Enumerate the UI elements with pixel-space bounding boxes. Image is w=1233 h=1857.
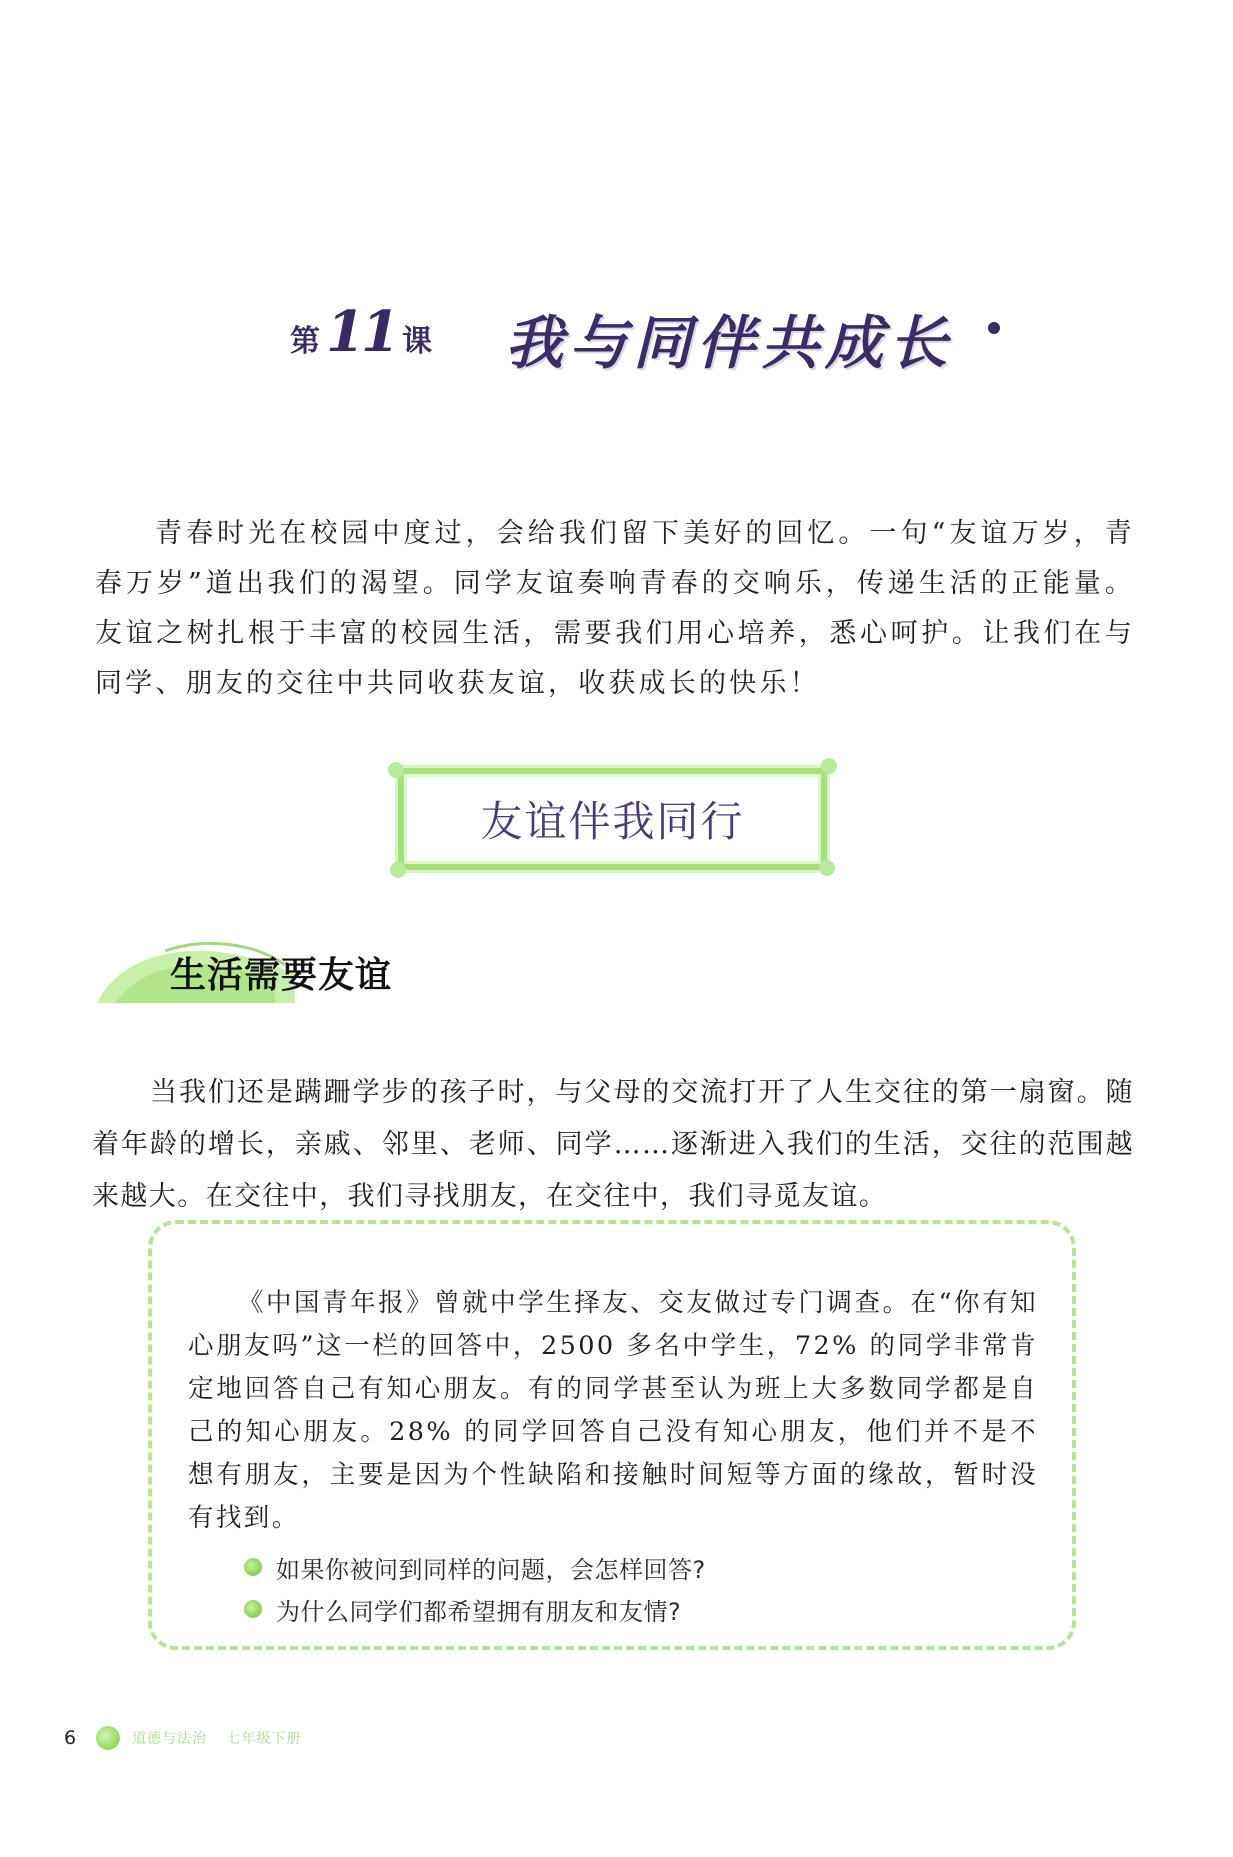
lesson-title: 我与同伴共成长: [505, 309, 954, 377]
section-title: 友谊伴我同行: [480, 797, 745, 846]
lesson-header: [0, 290, 1233, 377]
green-dot-icon: [96, 1726, 120, 1750]
body-paragraph: 当我们还是蹒跚学步的孩子时，与父母的交流打开了人生交往的第一扇窗。随着年龄的增长，亲戚、邻里、老师、同学……逐渐进入我们的生活，交往的范围越来越大。在交往中，我们寻找朋友，在交往中，我们寻觅友谊。: [92, 1077, 1134, 1212]
footer-book-info: [132, 1728, 315, 1748]
question-list: [244, 1546, 1024, 1630]
question-item: [244, 1588, 1024, 1630]
subsection-heading: [95, 935, 425, 1005]
green-bullet-icon: [244, 1600, 262, 1618]
question-text: 为什么同学们都希望拥有朋友和友情?: [276, 1597, 682, 1626]
lesson-number: 11: [326, 299, 396, 365]
section-banner: [390, 760, 835, 878]
title-dot-decoration: [988, 322, 1000, 334]
lesson-label-suffix: 课: [401, 324, 432, 359]
survey-text: 《中国青年报》曾就中学生择友、交友做过专门调查。在“你有知心朋友吗”这一栏的回答中，2500 多名中学生，72% 的同学非常肯定地回答自己有知心朋友。有的同学甚至认为班上大多数同学都是自己的知心朋友。28% 的同学回答自己没有知心朋友，他们并不是不想有朋友，主要是因为个性缺陷和接触时间短等方面的缘故，暂时没有找到。: [188, 1287, 1038, 1533]
green-bullet-icon: [244, 1558, 262, 1576]
intro-paragraph: 青春时光在校园中度过，会给我们留下美好的回忆。一句“友谊万岁，青春万岁”道出我们的渴望。同学友谊奏响青春的交响乐，传递生活的正能量。友谊之树扎根于丰富的校园生活，需要我们用心培养，悉心呵护。让我们在与同学、朋友的交往中共同收获友谊，收获成长的快乐！: [95, 518, 1135, 699]
page-footer: [64, 1723, 315, 1753]
subsection-title: 生活需要友谊: [170, 955, 393, 996]
question-text: 如果你被问到同样的问题，会怎样回答?: [276, 1555, 706, 1584]
lesson-number-label: [290, 299, 432, 365]
lesson-label-prefix: 第: [290, 324, 320, 359]
survey-box: [148, 1220, 1076, 1650]
footer-grade: 七年级下册: [226, 1731, 302, 1747]
page-number: 6: [64, 1727, 77, 1749]
question-item: [244, 1546, 1024, 1588]
footer-subject: 道德与法治: [132, 1731, 207, 1747]
